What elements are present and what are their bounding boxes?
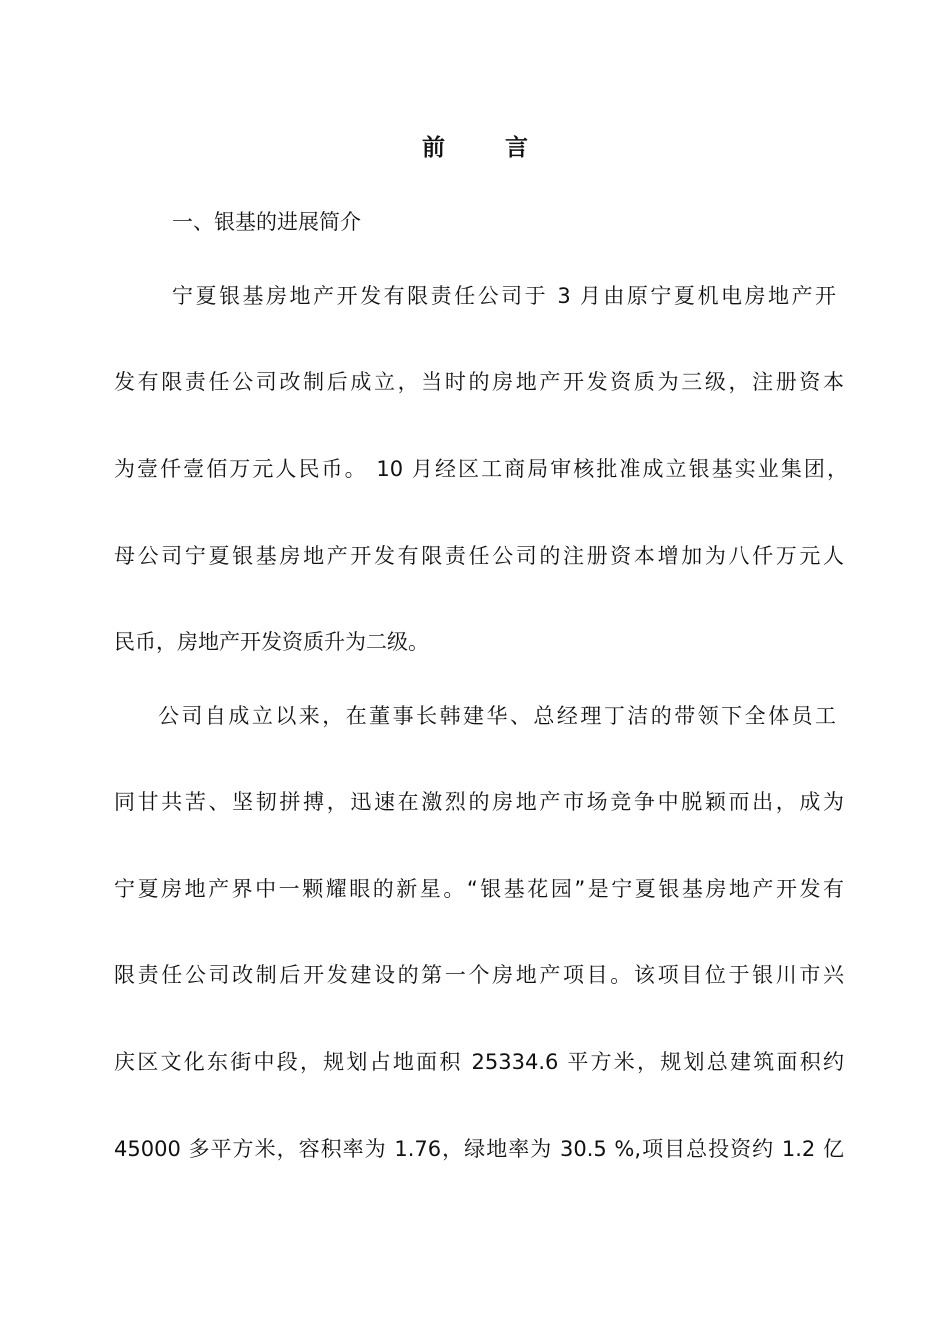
paragraph-line-9: 限责任公司改制后开发建设的第一个房地产项目。该项目位于银川市兴	[114, 963, 844, 987]
paragraph-line-5: 民币，房地产开发资质升为二级。	[114, 630, 429, 654]
paragraph-line-6: 公司自成立以来，在董事长韩建华、总经理丁洁的带领下全体员工	[158, 704, 836, 728]
paragraph-line-7: 同甘共苦、坚韧拼搏，迅速在激烈的房地产市场竞争中脱颖而出，成为	[114, 790, 844, 814]
paragraph-line-3: 为壹仟壹佰万元人民币。 10 月经区工商局审核批准成立银基实业集团，	[114, 457, 848, 481]
paragraph-line-10: 庆区文化东街中段，规划占地面积 25334.6 平方米，规划总建筑面积约	[114, 1050, 844, 1074]
paragraph-line-2: 发有限责任公司改制后成立，当时的房地产开发资质为三级，注册资本	[114, 370, 844, 394]
paragraph-line-11: 45000 多平方米，容积率为 1.76，绿地率为 30.5 %,项目总投资约 1.2 亿	[114, 1137, 844, 1161]
paragraph-line-8: 宁夏房地产界中一颗耀眼的新星。“银基花园”是宁夏银基房地产开发有	[114, 877, 844, 901]
paragraph-line-4: 母公司宁夏银基房地产开发有限责任公司的注册资本增加为八仟万元人	[114, 544, 844, 568]
paragraph-line-1: 宁夏银基房地产开发有限责任公司于 3 月由原宁夏机电房地产开	[172, 284, 836, 308]
section-heading: 一、银基的进展简介	[172, 210, 361, 234]
page-title: 前 言	[421, 135, 554, 161]
